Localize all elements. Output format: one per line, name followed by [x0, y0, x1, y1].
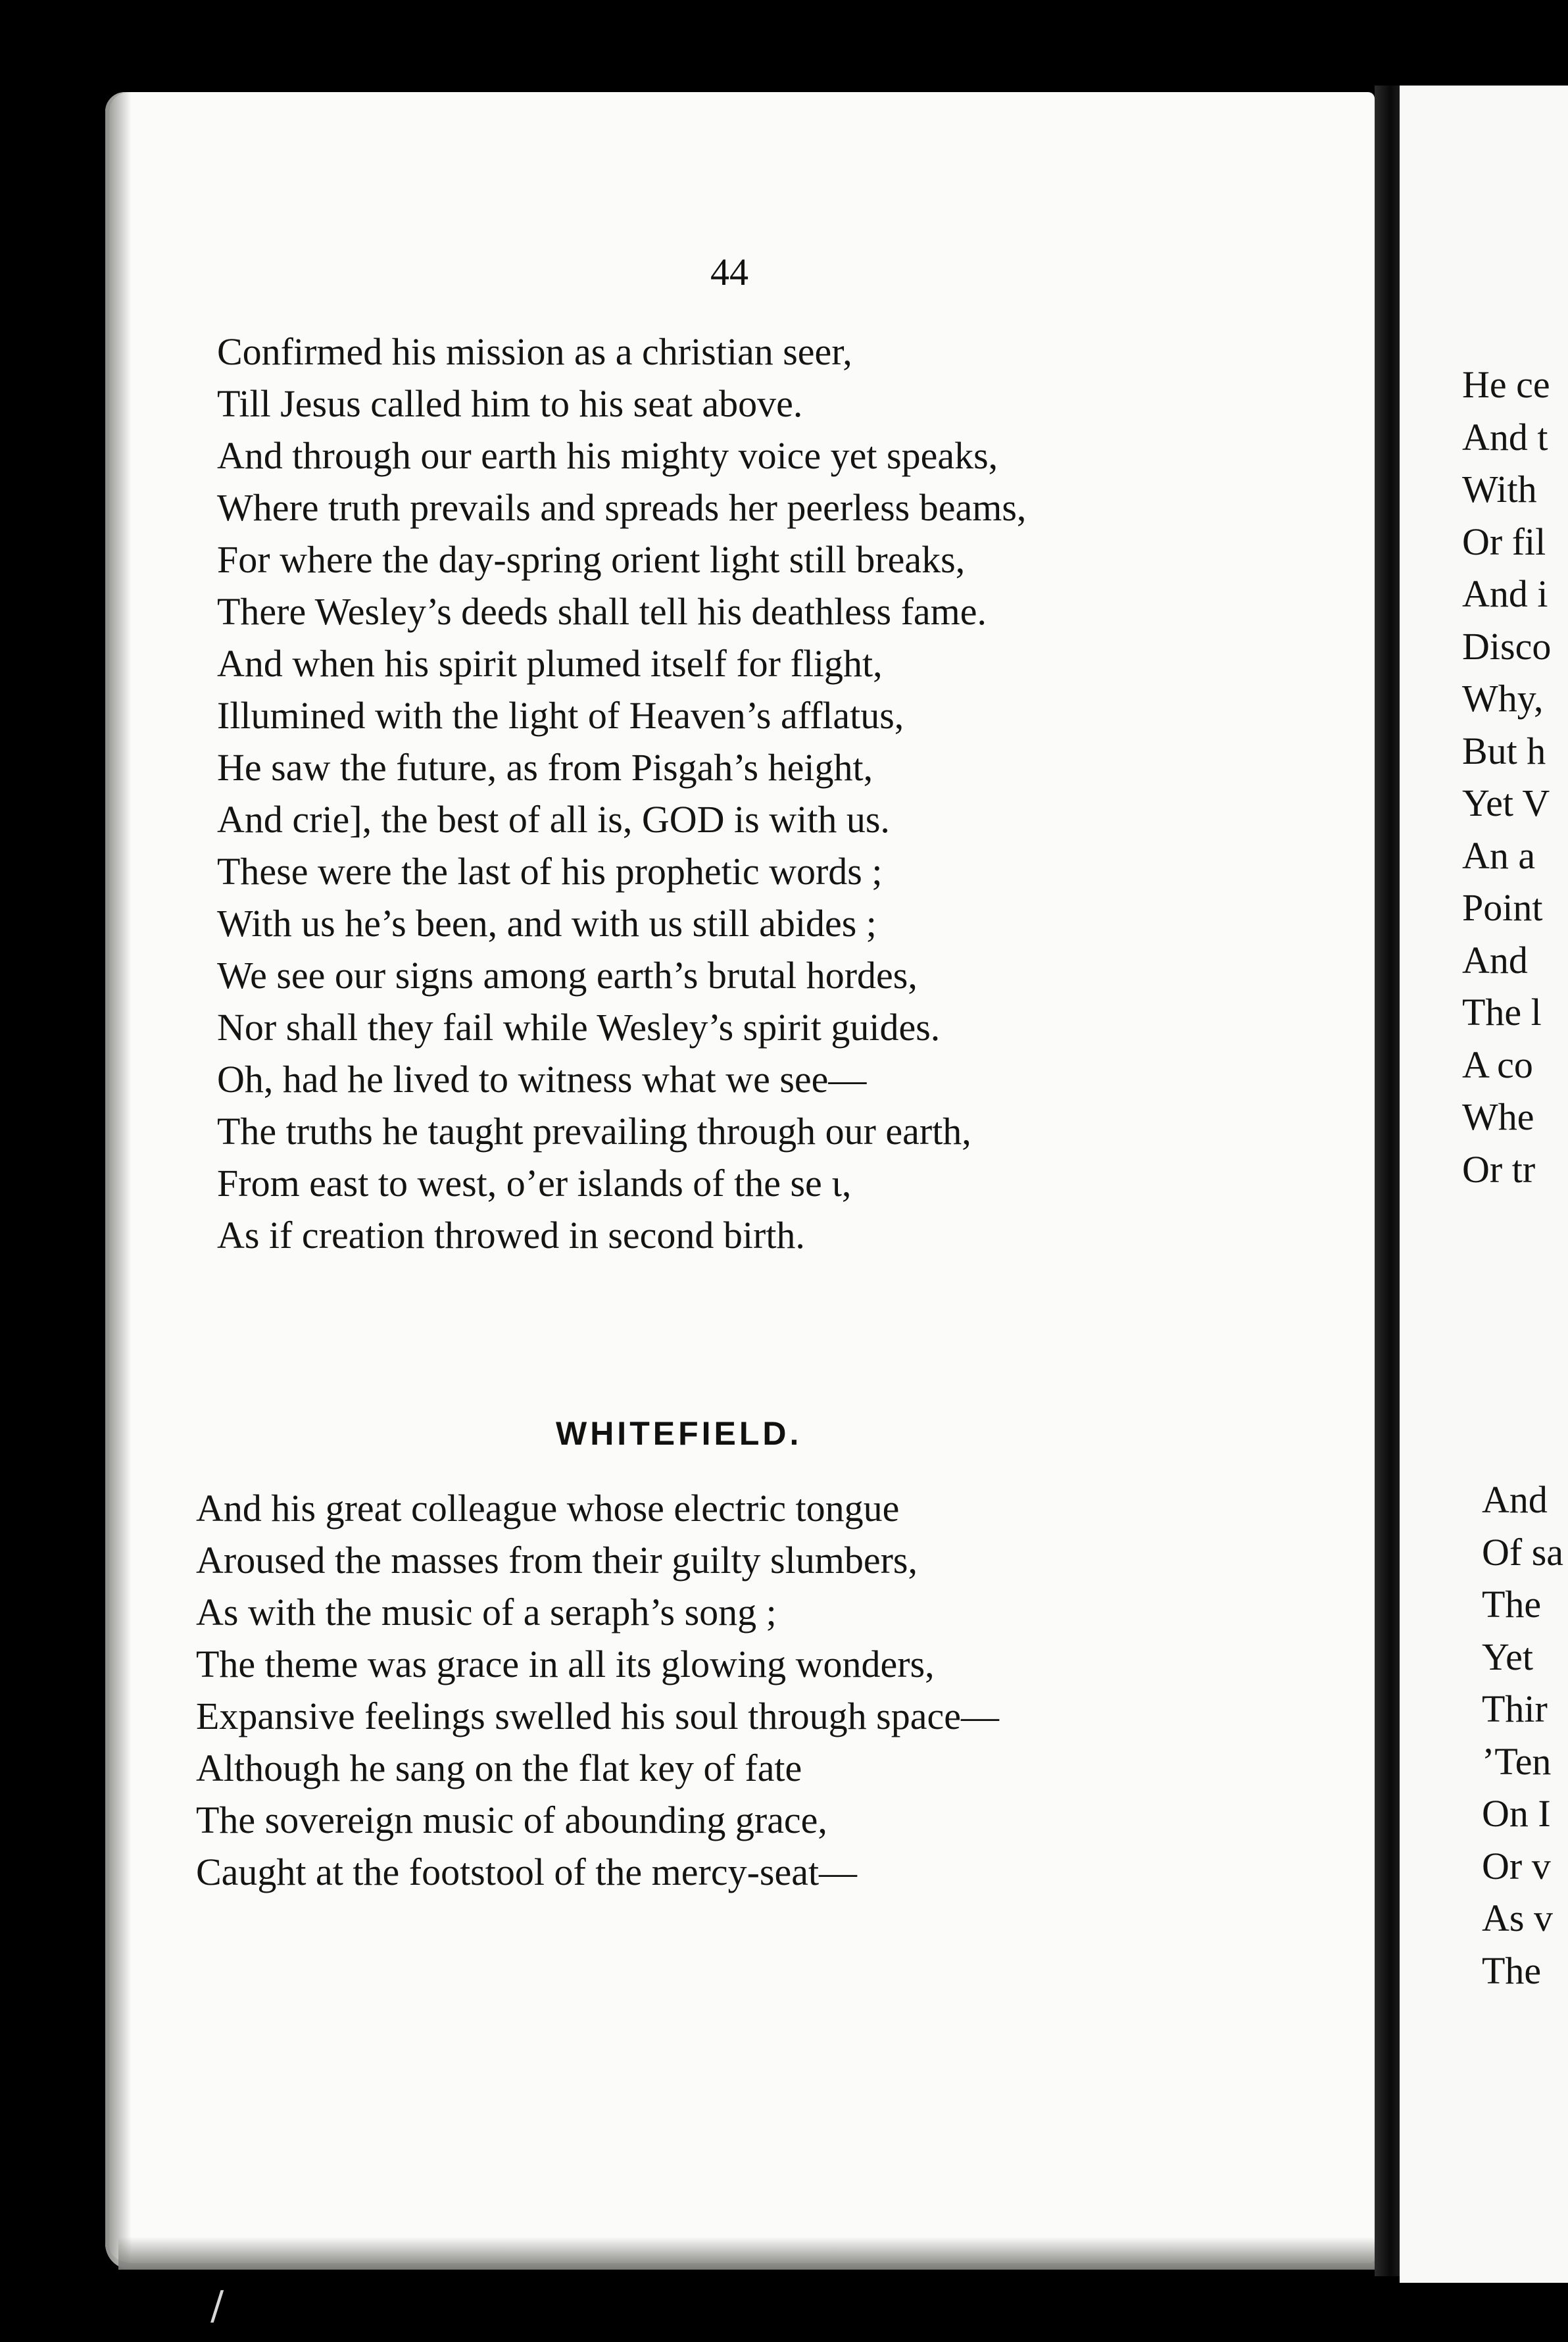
fragment-line: ’Ten: [1482, 1739, 1552, 1783]
fragment-line: Yet V: [1462, 782, 1550, 824]
page-number: 44: [710, 251, 748, 293]
verse-line: The sovereign music of abounding grace,: [196, 1799, 827, 1841]
right-page-fragments-bottom: [1482, 1474, 1563, 1997]
verse-line: There Wesley’s deeds shall tell his deathless fame.: [217, 590, 987, 633]
whitefield-stanza: [196, 1482, 999, 1898]
fragment-line: Or v: [1482, 1844, 1551, 1887]
section-heading: WHITEFIELD.: [556, 1415, 802, 1452]
fragment-line: And: [1462, 938, 1528, 982]
verse-line: Aroused the masses from their guilty slumbers,: [196, 1539, 918, 1582]
verse-line: Illumined with the light of Heaven’s afflatus,: [217, 694, 904, 737]
fragment-line: Or fil: [1462, 520, 1546, 563]
verse-line: Caught at the footstool of the mercy-seat—: [196, 1851, 858, 1893]
fragment-line: Yet: [1482, 1635, 1533, 1678]
verse-line: The theme was grace in all its glowing wonders,: [196, 1643, 935, 1685]
verse-line: Till Jesus called him to his seat above.: [217, 382, 803, 425]
verse-line: Where truth prevails and spreads her peerless beams,: [217, 486, 1027, 529]
fragment-line: And t: [1462, 415, 1548, 459]
verse-line: Confirmed his mission as a christian seer,: [217, 330, 852, 373]
verse-line: Nor shall they fail while Wesley’s spirit guides.: [217, 1006, 941, 1049]
fragment-line: The: [1482, 1949, 1542, 1992]
verse-line: And crie], the best of all is, GOD is with us.: [217, 798, 890, 841]
fragment-line: Why,: [1462, 677, 1544, 720]
page-bottom-shadow: [118, 2237, 1375, 2270]
verse-line: And his great colleague whose electric tongue: [196, 1487, 900, 1530]
fragment-line: The l: [1462, 991, 1542, 1034]
fragment-line: And i: [1462, 572, 1548, 615]
fragment-line: He ce: [1462, 363, 1550, 406]
wesley-stanza: [217, 326, 1026, 1261]
verse-line: For where the day-spring orient light still breaks,: [217, 538, 966, 581]
fragment-line: The: [1482, 1583, 1542, 1626]
verse-line: We see our signs among earth’s brutal hordes,: [217, 954, 918, 997]
fragment-line: With: [1462, 468, 1537, 511]
verse-line: Oh, had he lived to witness what we see—: [217, 1058, 867, 1101]
fragment-line: But h: [1462, 729, 1546, 772]
verse-line: He saw the future, as from Pisgah’s height,: [217, 746, 873, 789]
fragment-line: Of sa: [1482, 1530, 1564, 1574]
right-page-fragments-top: [1462, 359, 1551, 1195]
verse-line: The truths he taught prevailing through our earth,: [217, 1110, 971, 1153]
fragment-line: And: [1482, 1478, 1548, 1521]
fragment-line: An a: [1462, 834, 1536, 877]
verse-line: With us he’s been, and with us still abides ;: [217, 902, 877, 945]
verse-line: And when his spirit plumed itself for flight,: [217, 642, 883, 685]
fragment-line: As v: [1482, 1897, 1553, 1939]
fragment-line: Thir: [1482, 1687, 1548, 1730]
verse-line: From east to west, o’er islands of the se ι,: [217, 1162, 852, 1205]
fragment-line: Or tr: [1462, 1147, 1536, 1191]
bottom-margin-mark: /: [210, 2283, 224, 2329]
verse-line: Although he sang on the flat key of fate: [196, 1747, 802, 1789]
fragment-line: Disco: [1462, 624, 1552, 668]
fragment-line: Whe: [1462, 1095, 1534, 1138]
fragment-line: A co: [1462, 1043, 1533, 1086]
fragment-line: On I: [1482, 1792, 1551, 1835]
verse-line: As with the music of a seraph’s song ;: [196, 1591, 777, 1633]
book-gutter: [1375, 86, 1401, 2276]
top-edge-bleed: [816, 26, 1473, 72]
right-page: [1400, 86, 1568, 2283]
verse-line: And through our earth his mighty voice yet speaks,: [217, 434, 998, 477]
fragment-line: Point: [1462, 886, 1543, 929]
page-edge-shadow: [105, 92, 132, 2270]
verse-line: As if creation throwed in second birth.: [217, 1214, 805, 1257]
verse-line: Expansive feelings swelled his soul through space—: [196, 1695, 999, 1737]
verse-line: These were the last of his prophetic words ;: [217, 850, 883, 893]
